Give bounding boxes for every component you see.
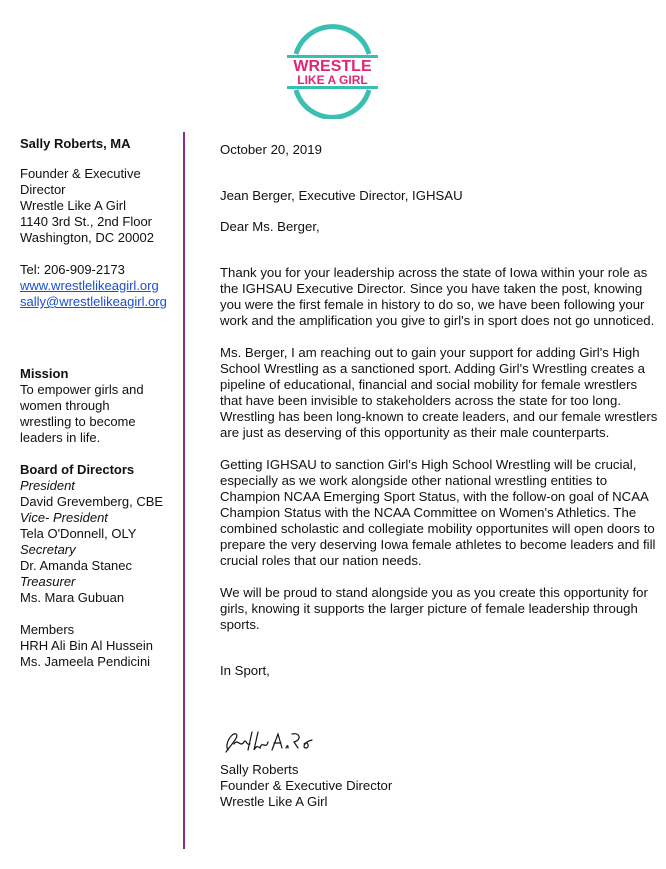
signer-org: Wrestle Like A Girl (220, 794, 328, 809)
board-role: Treasurer (20, 574, 76, 589)
letter-paragraph: We will be proud to stand alongside you as you create this opportunity for girls, knowing it supports the larger picture of female leadership through sports. (220, 585, 648, 632)
address-line: Director (20, 182, 66, 197)
logo-line2: LIKE A GIRL (297, 73, 368, 87)
signer-name: Sally Roberts (220, 762, 299, 777)
sidebar-divider (183, 132, 185, 849)
mission-text-line: wrestling to become (20, 414, 136, 429)
signer-block (220, 762, 392, 810)
sender-name: Sally Roberts, MA (20, 136, 131, 151)
address-line: 1140 3rd St., 2nd Floor (20, 214, 153, 229)
address-line: Wrestle Like A Girl (20, 198, 126, 213)
contact-block (20, 262, 185, 310)
mission-heading: Mission (20, 366, 69, 381)
handwritten-signature (222, 726, 314, 756)
wrestle-like-a-girl-logo (280, 24, 385, 119)
mission-text-line: women through (20, 398, 110, 413)
logo-emblem-icon (280, 24, 385, 119)
email-link[interactable]: sally@wrestlelikeagirl.org (20, 294, 167, 309)
board-member-name: Tela O'Donnell, OLY (20, 526, 137, 541)
board-role: Vice- President (20, 510, 108, 525)
board-member-name: Dr. Amanda Stanec (20, 558, 133, 573)
board-role: President (20, 478, 75, 493)
mission-text-line: leaders in life. (20, 430, 101, 445)
board-member-name: David Grevemberg, CBE (20, 494, 164, 509)
letter-paragraph: Getting IGHSAU to sanction Girl's High School Wrestling will be crucial, especially as we work alongside other national wrestling entities to Champion NCAA Emerging Sport Status, with the follow-on goal of NCAA Champion Status with the NCAA Committee on Women's Athletics. The combined scholastic and collegiate mobility opportunites will open doors to prepare the very deserving Iowa female athletes to become leaders and fill crucial roles that our nation needs. (220, 457, 656, 568)
sender-address (20, 166, 185, 246)
board-role: Secretary (20, 542, 76, 557)
letter-salutation: Dear Ms. Berger, (220, 219, 320, 234)
website-link[interactable]: www.wrestlelikeagirl.org (20, 278, 159, 293)
logo-line1: WRESTLE (293, 58, 372, 75)
member-name: Ms. Jameela Pendicini (20, 654, 151, 669)
letter-paragraph: Thank you for your leadership across the state of Iowa within your role as the IGHSAU Executive Director. Since you have taken the post, knowing you were the first female in history to do so, we have been following your work and the amplification you give to girl's in sport does not go unnoticed. (220, 265, 655, 328)
mission-text-line: To empower girls and (20, 382, 144, 397)
board-heading: Board of Directors (20, 462, 135, 477)
signer-title: Founder & Executive Director (220, 778, 393, 793)
phone-number: Tel: 206-909-2173 (20, 262, 125, 277)
board-member-name: Ms. Mara Gubuan (20, 590, 125, 605)
board-block (20, 462, 185, 606)
address-line: Washington, DC 20002 (20, 230, 154, 245)
letterhead-sidebar (20, 136, 185, 686)
member-name: HRH Ali Bin Al Hussein (20, 638, 153, 653)
letter-paragraph: Ms. Berger, I am reaching out to gain your support for adding Girl's High School Wrestling as a sanctioned sport. Adding Girl's Wrestling creates a pipeline of educational, financial and social mobility for female wrestlers that have been invisible to stakeholders across the state for too long. Wrestling has been long-known to create leaders, and our female wrestlers are just as deserving of this opportunity as their male counterparts. (220, 345, 658, 440)
address-line: Founder & Executive (20, 166, 141, 181)
letter-date: October 20, 2019 (220, 142, 322, 157)
mission-block (20, 366, 185, 446)
members-heading: Members (20, 622, 75, 637)
letter-closing: In Sport, (220, 663, 270, 678)
letter-body (220, 142, 660, 679)
members-block (20, 622, 185, 670)
letter-recipient: Jean Berger, Executive Director, IGHSAU (220, 188, 463, 203)
